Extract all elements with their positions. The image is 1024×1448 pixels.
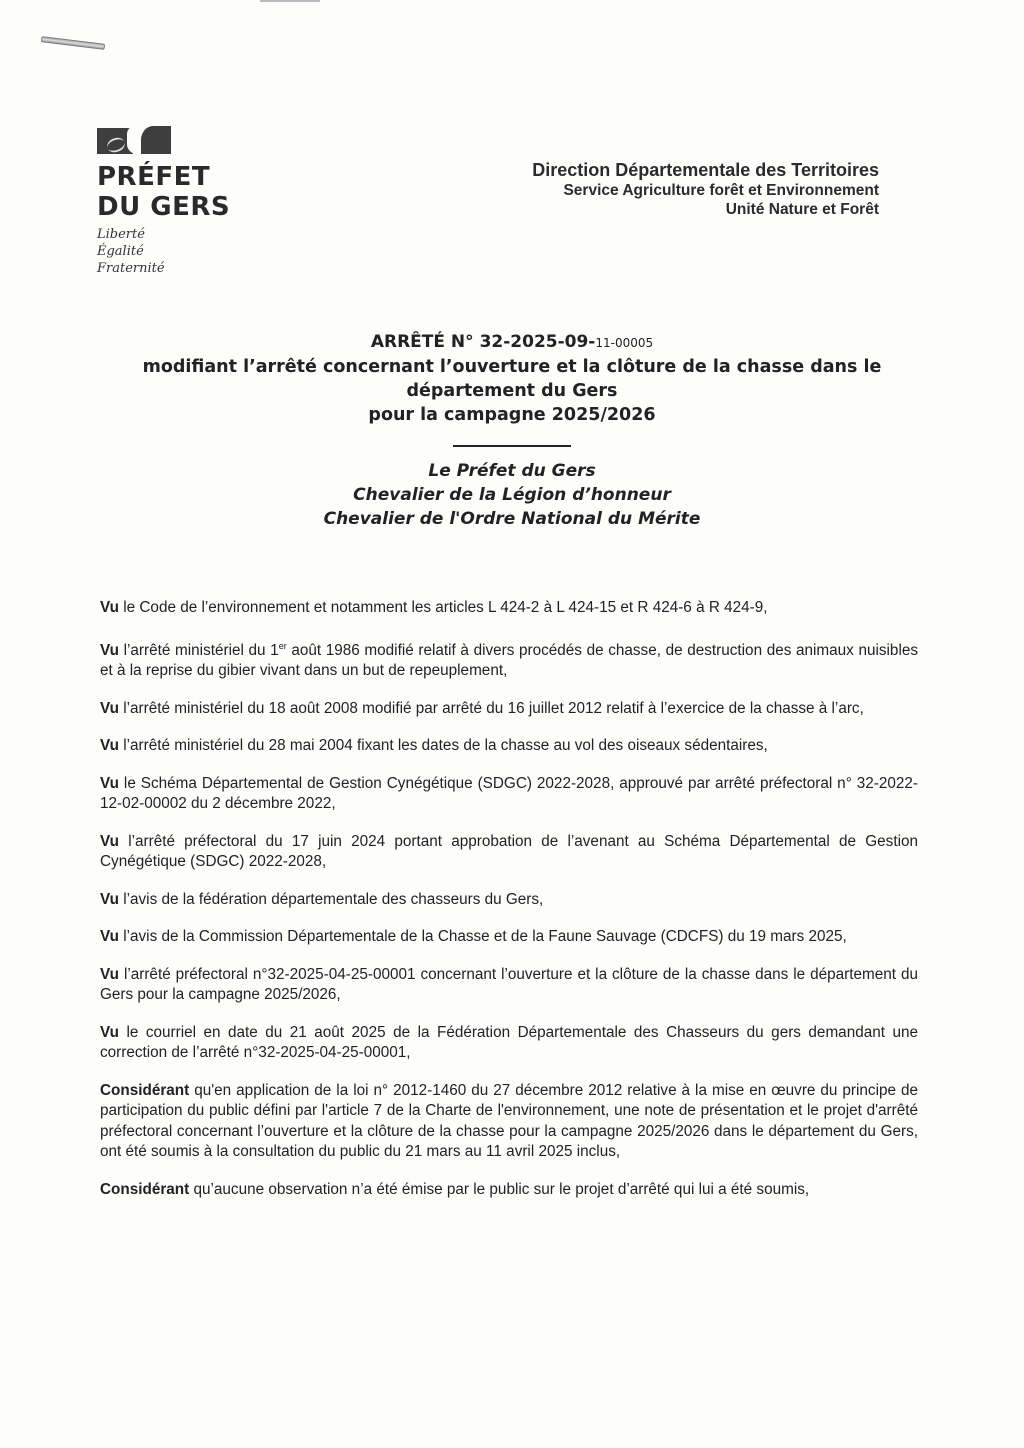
title-line-1: modifiant l’arrêté concernant l’ouverture et la clôture de la chasse dans le	[142, 357, 882, 377]
vu-paragraph: Vu l’arrêté ministériel du 28 mai 2004 fixant les dates de la chasse au vol des oiseaux sédentaires,	[100, 737, 768, 755]
unit-name: Unité Nature et Forêt	[725, 201, 879, 218]
vu-paragraph: Vu le courriel en date du 21 août 2025 de la Fédération Départementale des Chasseurs du gers demandant une correction de l’arrêté n°32-2025-04-25-00001,	[100, 1023, 918, 1062]
prefet-titles	[0, 459, 1024, 531]
considerant-paragraph: Considérant qu'en application de la loi n° 2012-1460 du 27 décembre 2012 relative à la mise en œuvre du principe de participation du public défini par l'article 7 de la Charte de l'environnement, une note de présentation et le projet d'arrêté préfectoral concernant l’ouverture et la clôture de la chasse pour la campagne 2025/2026 dans le département du Gers, ont été soumis à la consultation du public du 21 mars au 11 avril 2025 inclus,	[100, 1081, 918, 1161]
title-line-2: département du Gers	[406, 381, 618, 401]
motto-egalite: Égalité	[97, 244, 144, 259]
vu-paragraph: Vu l’arrêté préfectoral du 17 juin 2024 portant approbation de l’avenant au Schéma Départemental de Gestion Cynégétique (SDGC) 2022-2028,	[100, 832, 918, 871]
motto-fraternite: Fraternité	[97, 261, 165, 276]
document-title	[0, 330, 1024, 447]
issuing-department	[532, 160, 879, 219]
arrete-number-suffix: 11-00005	[595, 336, 654, 350]
considerant-paragraph: Considérant qu’aucune observation n’a été émise par le public sur le projet d’arrêté qui lui a été soumis,	[100, 1180, 810, 1198]
motto-liberte: Liberté	[97, 227, 145, 242]
vu-paragraph: Vu l’arrêté ministériel du 1er août 1986 modifié relatif à divers procédés de chasse, de destruction des animaux nuisibles et à la reprise du gibier vivant dans un but de repeuplement,	[100, 640, 918, 680]
republic-motto	[97, 226, 230, 277]
vu-paragraph: Vu l’avis de la Commission Départementale de la Chasse et de la Faune Sauvage (CDCFS) du 19 mars 2025,	[100, 928, 847, 946]
title-separator	[453, 445, 571, 447]
prefecture-name-line1: PRÉFET	[97, 162, 211, 192]
arrete-number	[0, 330, 1024, 355]
marianne-icon	[97, 124, 173, 156]
vu-paragraph: Vu l’arrêté ministériel du 18 août 2008 modifié par arrêté du 16 juillet 2012 relatif à l’exercice de la chasse à l’arc,	[100, 699, 864, 717]
vu-paragraph: Vu le Code de l’environnement et notamment les articles L 424-2 à L 424-15 et R 424-6 à R 424-9,	[100, 599, 768, 616]
prefecture-name	[97, 162, 230, 222]
vu-paragraph: Vu l’avis de la fédération départementale des chasseurs du Gers,	[100, 890, 544, 908]
prefet-line-3: Chevalier de l'Ordre National du Mérite	[323, 509, 701, 529]
service-name: Service Agriculture forêt et Environnement	[563, 182, 879, 199]
document-body	[100, 598, 918, 1217]
prefet-line-2: Chevalier de la Légion d’honneur	[353, 485, 671, 505]
scan-mark	[260, 0, 320, 2]
title-line-3: pour la campagne 2025/2026	[368, 405, 656, 425]
prefet-line-1: Le Préfet du Gers	[428, 461, 596, 481]
direction-name: Direction Départementale des Territoires	[532, 160, 879, 180]
vu-paragraph: Vu le Schéma Départemental de Gestion Cynégétique (SDGC) 2022-2028, approuvé par arrêté préfectoral n° 32-2022-12-02-00002 du 2 décembre 2022,	[100, 774, 918, 813]
arrete-number-prefix: ARRÊTÉ N° 32-2025-09-	[370, 332, 596, 352]
staple-mark	[41, 36, 105, 50]
prefecture-name-line2: DU GERS	[97, 192, 231, 222]
prefecture-logo	[97, 124, 230, 277]
vu-paragraph: Vu l’arrêté préfectoral n°32-2025-04-25-00001 concernant l’ouverture et la clôture de la chasse dans le département du Gers pour la campagne 2025/2026,	[100, 965, 918, 1004]
